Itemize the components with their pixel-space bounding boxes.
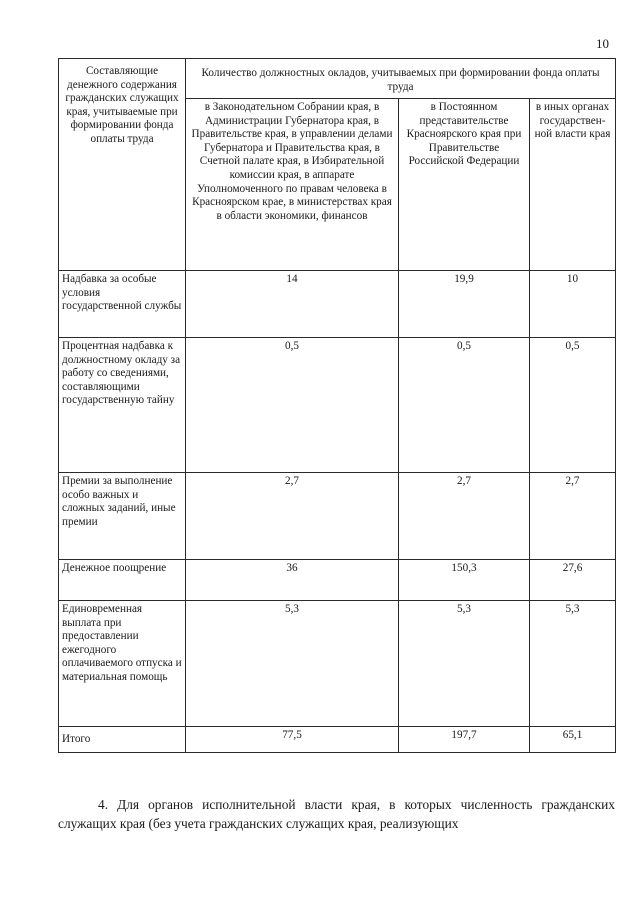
salary-table <box>58 58 616 753</box>
cell-value-total: 197,7 <box>399 727 530 753</box>
cell-value: 5,3 <box>186 601 399 727</box>
cell-value: 2,7 <box>399 473 530 560</box>
header-salary-count: Количество должностных окладов, учитываемых при формировании фонда оплаты труда <box>186 59 616 99</box>
table-row <box>59 560 616 601</box>
cell-value: 150,3 <box>399 560 530 601</box>
header-components: Составляющие денежного содержания гражданских служащих края, учитываемые при формировании фонда оплаты труда <box>59 59 186 271</box>
row-label: Единовременная выплата при предоставлении ежегодного оплачиваемого отпуска и материальная помощь <box>59 601 186 727</box>
row-label: Денежное поощрение <box>59 560 186 601</box>
row-label: Премии за выполнение особо важных и сложных заданий, иные премии <box>59 473 186 560</box>
cell-value-total: 65,1 <box>530 727 616 753</box>
cell-value: 27,6 <box>530 560 616 601</box>
row-label-total: Итого <box>59 727 186 753</box>
cell-value: 0,5 <box>399 338 530 473</box>
cell-value: 2,7 <box>530 473 616 560</box>
cell-value: 19,9 <box>399 271 530 338</box>
cell-value: 36 <box>186 560 399 601</box>
cell-value: 14 <box>186 271 399 338</box>
body-paragraph: 4. Для органов исполнительной власти края, в которых численность гражданских служащих края (без учета гражданских служащих края, реализующих <box>58 797 615 831</box>
table-row <box>59 601 616 727</box>
cell-value: 0,5 <box>186 338 399 473</box>
table-row <box>59 271 616 338</box>
cell-value: 2,7 <box>186 473 399 560</box>
cell-value: 10 <box>530 271 616 338</box>
table-row <box>59 338 616 473</box>
cell-value: 5,3 <box>399 601 530 727</box>
col-header-other-bodies: в иных органах государствен-ной власти края <box>530 99 616 271</box>
row-label: Процентная надбавка к должностному окладу за работу со сведениями, составляющими государственную тайну <box>59 338 186 473</box>
col-header-legislative: в Законодательном Собрании края, в Администрации Губернатора края, в Правительстве края, в управлении делами Губернатора и Правительства края, в Счетной палате края, в Избирательной комиссии края, в аппарате Уполномоченного по правам человека в Красноярском крае, в министерствах края в области экономики, финансов <box>186 99 399 271</box>
cell-value-total: 77,5 <box>186 727 399 753</box>
table-row-total <box>59 727 616 753</box>
row-label: Надбавка за особые условия государственной службы <box>59 271 186 338</box>
cell-value: 5,3 <box>530 601 616 727</box>
table-row <box>59 473 616 560</box>
cell-value: 0,5 <box>530 338 616 473</box>
col-header-representation: в Постоянном представительстве Красноярского края при Правительстве Российской Федерации <box>399 99 530 271</box>
page-number: 10 <box>596 36 609 51</box>
